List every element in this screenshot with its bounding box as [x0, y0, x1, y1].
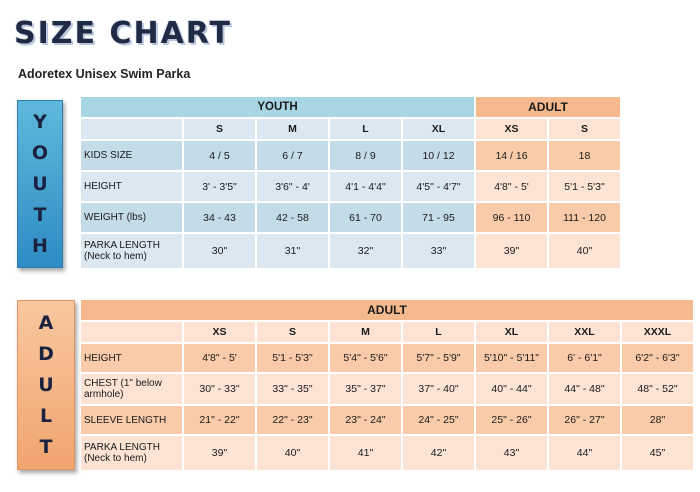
table-cell: 96 - 110 — [476, 203, 547, 232]
size-header: XXXL — [622, 322, 693, 342]
table-cell: 40" — [549, 234, 620, 268]
table-cell: 39" — [184, 436, 255, 470]
table-cell: 111 - 120 — [549, 203, 620, 232]
side-letter: H — [32, 234, 48, 257]
size-header: XXL — [549, 322, 620, 342]
size-header: XS — [476, 119, 547, 139]
group-header-youth: YOUTH — [81, 97, 474, 117]
page-title: SIZE CHART — [14, 16, 233, 51]
table-cell: 3' - 3'5" — [184, 172, 255, 201]
youth-side-label — [17, 100, 63, 268]
table-cell: 42 - 58 — [257, 203, 328, 232]
table-cell: 10 / 12 — [403, 141, 474, 170]
table-cell: 22" - 23" — [257, 406, 328, 434]
table-cell: 48" - 52" — [622, 374, 693, 404]
row-label: SLEEVE LENGTH — [81, 406, 182, 434]
table-cell: 8 / 9 — [330, 141, 401, 170]
table-cell: 37" - 40" — [403, 374, 474, 404]
table-cell: 18 — [549, 141, 620, 170]
table-row — [81, 436, 693, 470]
row-label: HEIGHT — [81, 172, 182, 201]
table-cell: 33" - 35" — [257, 374, 328, 404]
table-cell: 43" — [476, 436, 547, 470]
table-cell: 31" — [257, 234, 328, 268]
size-header: S — [257, 322, 328, 342]
side-letter: A — [38, 311, 54, 334]
row-label-line: PARKA LENGTH — [84, 240, 160, 251]
table-cell: 44" — [549, 436, 620, 470]
size-header: M — [330, 322, 401, 342]
table-cell: 39" — [476, 234, 547, 268]
table-cell: 34 - 43 — [184, 203, 255, 232]
table-cell: 23" - 24" — [330, 406, 401, 434]
table-row — [81, 322, 693, 342]
table-cell: 45" — [622, 436, 693, 470]
side-letter: T — [39, 436, 53, 459]
table-cell: 6'2" - 6'3" — [622, 344, 693, 372]
size-header: XS — [184, 322, 255, 342]
size-header: S — [184, 119, 255, 139]
size-header: XL — [403, 119, 474, 139]
table-cell: 5'4" - 5'6" — [330, 344, 401, 372]
table-cell: 4'5" - 4'7" — [403, 172, 474, 201]
adult-size-table — [79, 298, 695, 472]
row-label: HEIGHT — [81, 344, 182, 372]
table-row — [81, 406, 693, 434]
group-header-adult: ADULT — [81, 300, 693, 320]
table-cell: 42" — [403, 436, 474, 470]
table-cell: 40" — [257, 436, 328, 470]
side-letter: Y — [33, 111, 47, 134]
size-header: M — [257, 119, 328, 139]
table-cell: 21" - 22" — [184, 406, 255, 434]
table-cell: 33" — [403, 234, 474, 268]
row-label-subline: (Neck to hem) — [84, 453, 147, 464]
table-cell: 41" — [330, 436, 401, 470]
row-label-line: PARKA LENGTH — [84, 442, 160, 453]
side-letter: O — [31, 142, 49, 165]
size-header: L — [403, 322, 474, 342]
table-cell: 71 - 95 — [403, 203, 474, 232]
table-row — [81, 234, 620, 268]
table-cell: 14 / 16 — [476, 141, 547, 170]
table-cell: 30" — [184, 234, 255, 268]
table-cell: 5'1 - 5'3" — [549, 172, 620, 201]
group-header-adult: ADULT — [476, 97, 620, 117]
table-cell: 28" — [622, 406, 693, 434]
table-cell: 40" - 44" — [476, 374, 547, 404]
table-cell: 24" - 25" — [403, 406, 474, 434]
row-label-line: CHEST (1" below — [84, 378, 162, 389]
row-label — [81, 234, 182, 268]
table-cell: 4 / 5 — [184, 141, 255, 170]
table-cell: 61 - 70 — [330, 203, 401, 232]
row-label-subline: (Neck to hem) — [84, 251, 147, 262]
side-letter: L — [39, 405, 53, 428]
table-row — [81, 374, 693, 404]
side-letter: U — [38, 373, 54, 396]
side-letter: U — [32, 172, 48, 195]
table-row — [81, 97, 620, 117]
table-cell: 32" — [330, 234, 401, 268]
row-label: WEIGHT (lbs) — [81, 203, 182, 232]
table-row — [81, 172, 620, 201]
youth-size-table — [79, 95, 622, 270]
table-cell: 44" - 48" — [549, 374, 620, 404]
header-blank — [81, 322, 182, 342]
table-row — [81, 119, 620, 139]
side-letter: D — [38, 342, 54, 365]
table-row — [81, 300, 693, 320]
side-letter: T — [33, 203, 47, 226]
size-header: L — [330, 119, 401, 139]
row-label-subline: armhole) — [84, 389, 124, 400]
row-label — [81, 436, 182, 470]
size-header: XL — [476, 322, 547, 342]
table-cell: 5'7" - 5'9" — [403, 344, 474, 372]
size-header: S — [549, 119, 620, 139]
adult-side-label — [17, 300, 75, 470]
table-cell: 30" - 33" — [184, 374, 255, 404]
table-cell: 5'1 - 5'3" — [257, 344, 328, 372]
table-row — [81, 141, 620, 170]
product-subtitle: Adoretex Unisex Swim Parka — [18, 67, 191, 81]
table-cell: 25" - 26" — [476, 406, 547, 434]
table-cell: 26" - 27" — [549, 406, 620, 434]
table-row — [81, 344, 693, 372]
table-cell: 4'1 - 4'4" — [330, 172, 401, 201]
header-blank — [81, 119, 182, 139]
table-row — [81, 203, 620, 232]
row-label — [81, 374, 182, 404]
table-cell: 3'6" - 4' — [257, 172, 328, 201]
table-cell: 4'8" - 5' — [184, 344, 255, 372]
table-cell: 4'8" - 5' — [476, 172, 547, 201]
table-cell: 5'10" - 5'11" — [476, 344, 547, 372]
table-cell: 35" - 37" — [330, 374, 401, 404]
row-label: KIDS SIZE — [81, 141, 182, 170]
table-cell: 6 / 7 — [257, 141, 328, 170]
table-cell: 6' - 6'1" — [549, 344, 620, 372]
